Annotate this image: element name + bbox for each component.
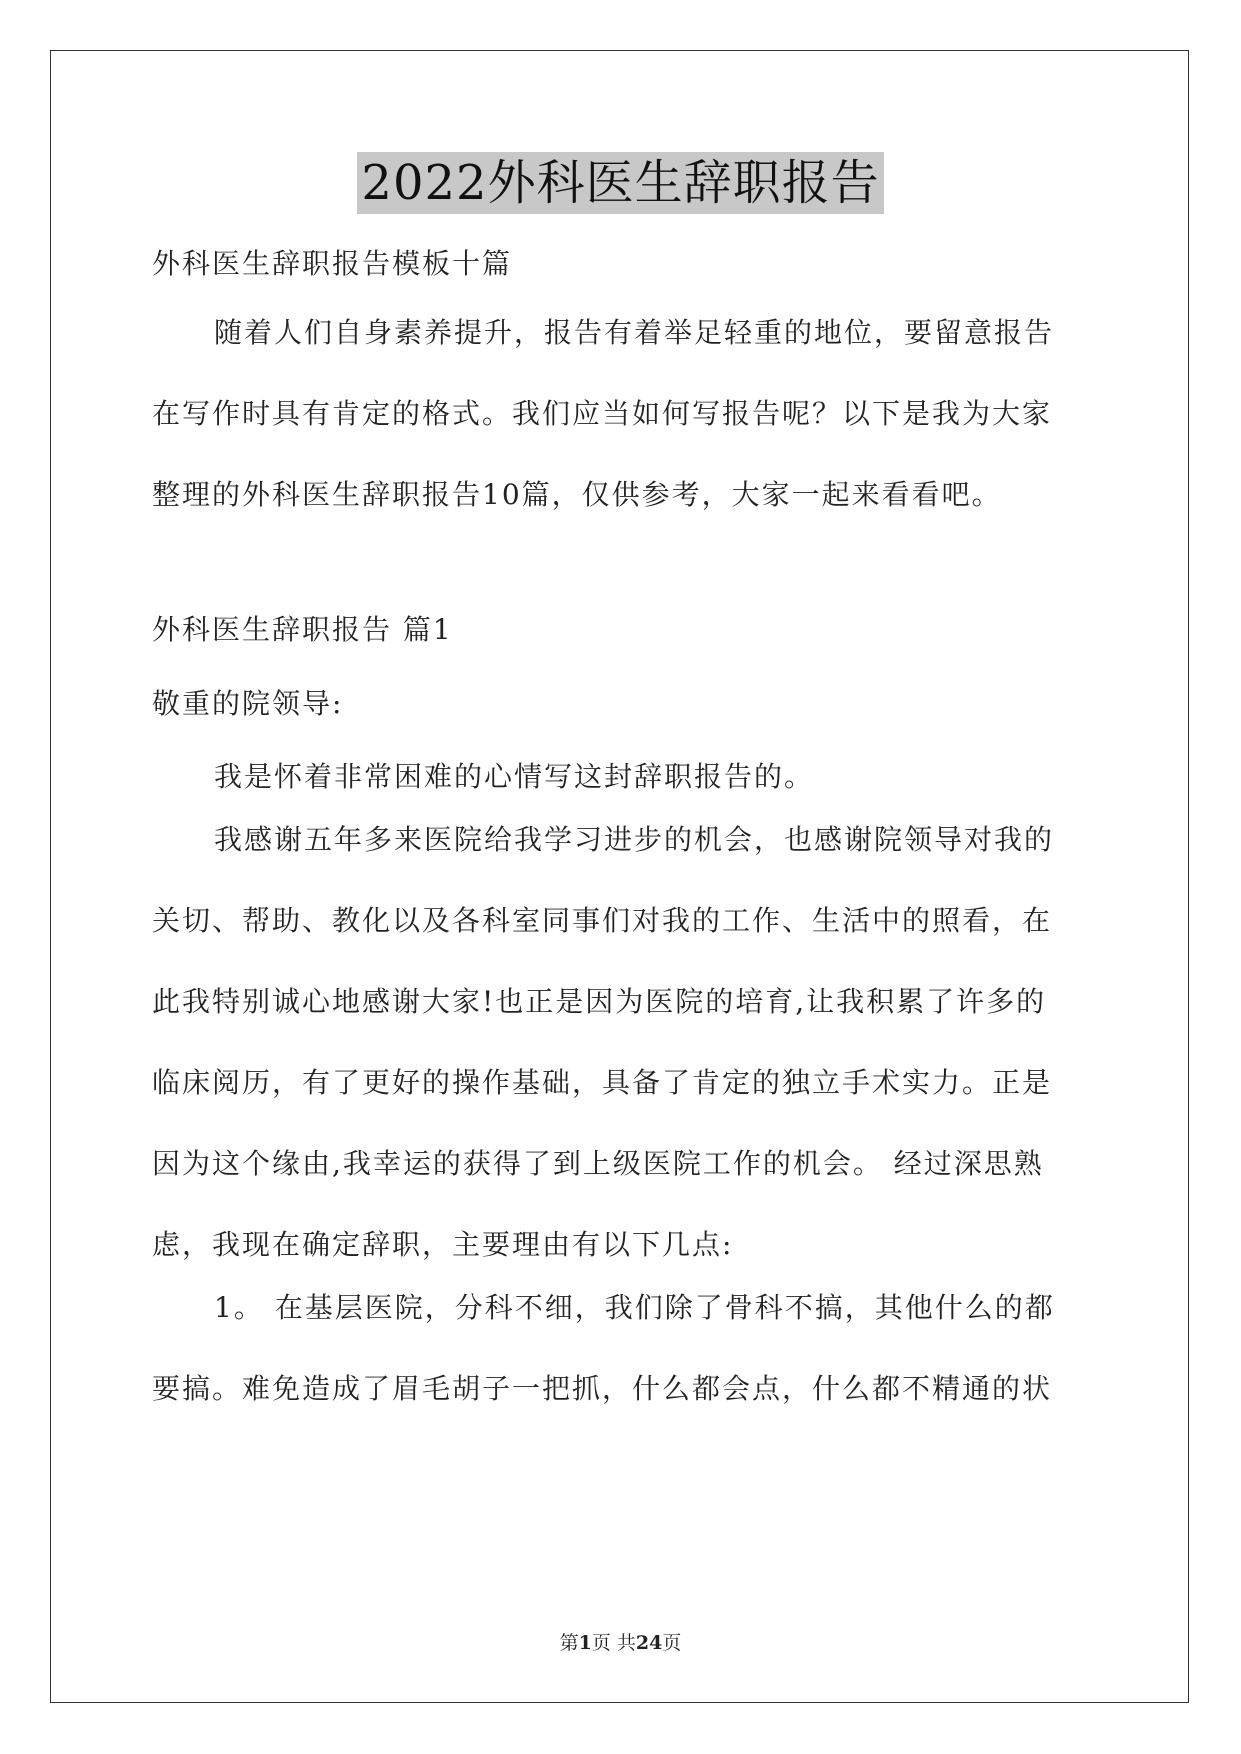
document-subtitle: 外科医生辞职报告模板十篇 — [152, 247, 513, 280]
paragraph-1: 我是怀着非常困难的心情写这封辞职报告的。 — [214, 760, 815, 793]
footer-suffix: 页 — [662, 1632, 682, 1654]
footer-page-number: 1 — [578, 1632, 592, 1654]
footer-mid: 页 共 — [591, 1632, 636, 1654]
salutation: 敬重的院领导: — [152, 687, 344, 720]
footer-prefix: 第 — [559, 1632, 579, 1654]
page-footer — [0, 1628, 1241, 1655]
paragraph-line: 我感谢五年多来医院给我学习进步的机会，也感谢院领导对我的 — [214, 823, 1055, 856]
title-wrapper — [0, 152, 1241, 214]
paragraph-line: 临床阅历，有了更好的操作基础，具备了肯定的独立手术实力。正是 — [152, 1066, 1053, 1099]
paragraph-line: 1。 在基层医院，分科不细，我们除了骨科不搞，其他什么的都 — [214, 1291, 1055, 1324]
paragraph-line: 要搞。难免造成了眉毛胡子一把抓，什么都会点，什么都不精通的状 — [152, 1372, 1053, 1405]
document-title: 2022外科医生辞职报告 — [357, 152, 883, 214]
intro-line: 随着人们自身素养提升，报告有着举足轻重的地位，要留意报告 — [214, 316, 1055, 349]
intro-paragraph — [152, 292, 1092, 535]
section-heading: 外科医生辞职报告 篇1 — [152, 613, 453, 646]
paragraph-line: 因为这个缘由,我幸运的获得了到上级医院工作的机会。 经过深思熟 — [152, 1147, 1044, 1180]
paragraph-line: 虑，我现在确定辞职，主要理由有以下几点: — [152, 1228, 734, 1261]
paragraph-3 — [152, 1267, 1092, 1429]
footer-page-total: 24 — [635, 1632, 663, 1654]
paragraph-line: 此我特别诚心地感谢大家!也正是因为医院的培育,让我积累了许多的 — [152, 985, 1047, 1018]
intro-line: 在写作时具有肯定的格式。我们应当如何写报告呢？以下是我为大家 — [152, 397, 1053, 430]
paragraph-line: 关切、帮助、教化以及各科室同事们对我的工作、生活中的照看，在 — [152, 904, 1053, 937]
paragraph-2 — [152, 799, 1092, 1285]
intro-line: 整理的外科医生辞职报告10篇，仅供参考，大家一起来看看吧。 — [152, 478, 1002, 511]
